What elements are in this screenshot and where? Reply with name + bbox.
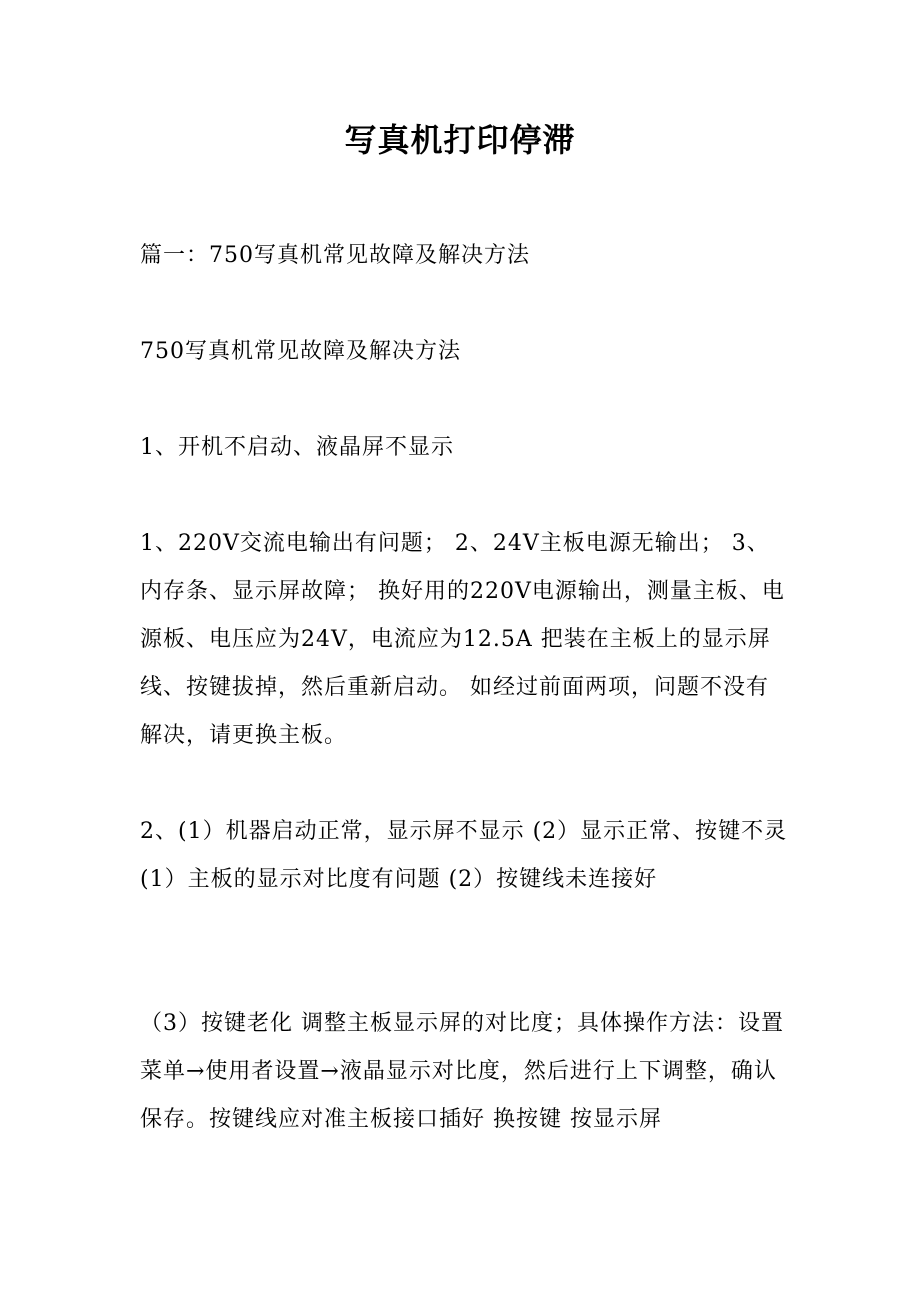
paragraph-fault-2-fix: （3）按键老化 调整主板显示屏的对比度；具体操作方法：设置菜单→使用者设置→液晶显示对比度，然后进行上下调整，确认保存。按键线应对准主板接口插好 换按键 按显示屏 bbox=[140, 1011, 784, 1132]
paragraph-section-heading: 篇一：750写真机常见故障及解决方法 bbox=[140, 243, 530, 268]
paragraph-fault-1-details: 1、220V交流电输出有问题； 2、24V主板电源无输出； 3、内存条、显示屏故障； 换好用的220V电源输出，测量主板、电源板、电压应为24V，电流应为12.5A 把装在主板上的显示屏线、按键拔掉，然后重新启动。 如经过前面两项，问题不没有解决，请更换主板。 bbox=[140, 531, 785, 748]
paragraph-subtitle: 750写真机常见故障及解决方法 bbox=[140, 339, 461, 364]
paragraph-fault-1: 1、开机不启动、液晶屏不显示 bbox=[140, 435, 454, 460]
document-title: 写真机打印停滞 bbox=[344, 121, 576, 159]
paragraph-fault-2: 2、(1）机器启动正常，显示屏不显示 (2）显示正常、按键不灵 (1）主板的显示对比度有问题 (2）按键线未连接好 bbox=[140, 819, 788, 892]
